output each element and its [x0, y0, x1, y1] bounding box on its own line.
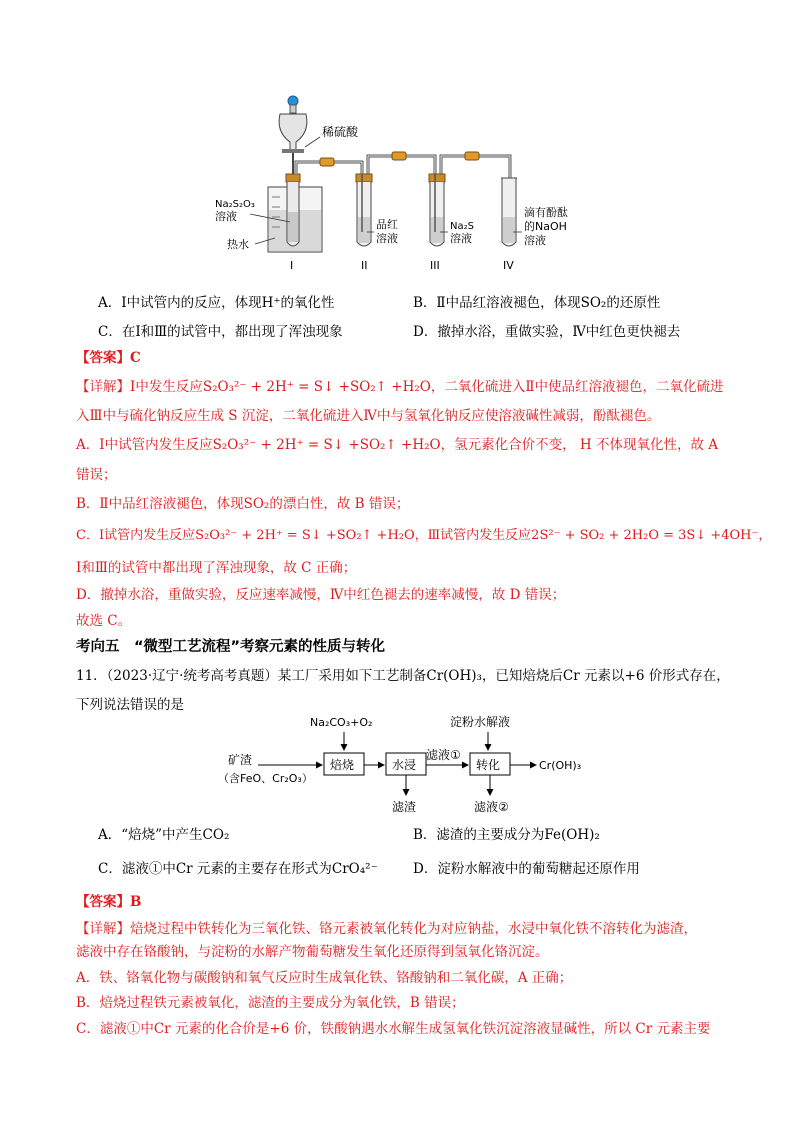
residue-label: 滤渣 — [392, 800, 417, 814]
q10-answer: 【答案】C — [76, 350, 141, 366]
label-III: III — [430, 259, 440, 272]
q10-a-line1: A．Ⅰ中试管内发生反应S₂O₃²⁻ + 2H⁺ = S↓ +SO₂↑ +H₂O，氢元素化合价不变， H 不体现氧化性，故 A — [76, 437, 718, 453]
q10-b-line: B．Ⅱ中品红溶液褪色，体现SO₂的漂白性，故 B 错误； — [76, 496, 410, 512]
box-conversion-label: 转化 — [476, 758, 501, 772]
q11-a-line: A．铁、铬氧化物与碳酸钠和氧气反应时生成氧化铁、铬酸钠和二氧化碳，A 正确； — [76, 970, 573, 986]
label-solution1: 溶液 — [215, 210, 237, 223]
q11-stem-1: 11．（2023·辽宁·统考高考真题）某工厂采用如下工艺制备Cr(OH)₃，已知焙烧后Cr 元素以+6 价形式存在， — [76, 668, 730, 684]
q10-detail-2: 入Ⅲ中与硫化钠反应生成 S 沉淀，二氧化硫进入Ⅳ中与氢氧化钠反应使溶液碱性减弱，酚酞褪色。 — [76, 408, 661, 424]
input-composition: （含FeO、Cr₂O₃） — [218, 772, 313, 785]
q10-c-line2: Ⅰ和Ⅲ的试管中都出现了浑浊现象，故 C 正确； — [76, 560, 357, 576]
q11-option-a: A．“焙烧”中产生CO₂ — [98, 827, 230, 843]
q11-detail-1: 【详解】焙烧过程中铁转化为三氧化铁、铬元素被氧化转化为对应钠盐，水浸中氧化铁不溶转化为滤渣， — [76, 921, 697, 937]
reagent-starch-hydrolysate: 淀粉水解液 — [450, 715, 511, 729]
box-roasting-label: 焙烧 — [330, 758, 355, 772]
label-na2s: Na₂S — [450, 221, 474, 232]
label-IV: IV — [503, 259, 514, 272]
label-hot-water: 热水 — [227, 238, 249, 251]
box-water-leach-label: 水浸 — [392, 758, 417, 772]
output-cr-oh3: Cr(OH)₃ — [539, 759, 582, 772]
q11-c-line: C．滤液①中Cr 元素的化合价是+6 价，铁酸钠遇水水解生成氢氧化铁沉淀溶液显碱性，所以 Cr 元素主要 — [76, 1021, 711, 1037]
q10-option-a: A．Ⅰ中试管内的反应，体现H⁺的氧化性 — [98, 295, 335, 311]
q10-conclusion: 故选 C。 — [76, 613, 132, 629]
q11-b-line: B．焙烧过程铁元素被氧化，滤渣的主要成分为氧化铁，B 错误； — [76, 995, 465, 1011]
input-ore-residue: 矿渣 — [228, 753, 253, 767]
reagent-na2co3-o2: Na₂CO₃+O₂ — [310, 716, 373, 729]
q11-option-b: B．滤渣的主要成分为Fe(OH)₂ — [413, 827, 600, 843]
label-pinhong: 品红 — [376, 218, 398, 231]
filtrate-2-label: 滤液② — [474, 800, 509, 814]
q10-option-c: C．在Ⅰ和Ⅲ的试管中，都出现了浑浊现象 — [98, 324, 343, 340]
label-pinhong-sol: 溶液 — [376, 232, 398, 245]
label-na2s2o3: Na₂S₂O₃ — [215, 199, 255, 210]
label-phenol3: 溶液 — [524, 234, 546, 247]
process-flow-diagram — [218, 712, 638, 816]
separatory-funnel — [279, 114, 307, 152]
q11-option-c: C．滤液①中Cr 元素的主要存在形式为CrO₄²⁻ — [98, 861, 378, 877]
apparatus-diagram — [210, 92, 570, 277]
q10-detail-1: 【详解】Ⅰ中发生反应S₂O₃²⁻ + 2H⁺ = S↓ +SO₂↑ +H₂O，二氧化硫进入Ⅱ中使品红溶液褪色，二氧化硫进 — [76, 379, 724, 395]
section-heading: 考向五 “微型工艺流程”考察元素的性质与转化 — [76, 639, 386, 655]
q10-option-b: B．Ⅱ中品红溶液褪色，体现SO₂的还原性 — [413, 295, 661, 311]
q11-answer: 【答案】B — [76, 894, 142, 910]
label-phenol1: 滴有酚酞 — [524, 206, 568, 219]
label-I: I — [290, 259, 294, 272]
filtrate-1-label: 滤液① — [426, 748, 461, 762]
label-II: II — [361, 259, 368, 272]
q11-detail-2: 滤液中存在铬酸钠，与淀粉的水解产物葡萄糖发生氧化还原得到氢氧化铬沉淀。 — [76, 944, 549, 960]
label-na2s-sol: 溶液 — [450, 232, 472, 245]
q10-c-line1: C．Ⅰ试管内发生反应S₂O₃²⁻ + 2H⁺ = S↓ +SO₂↑ +H₂O，Ⅲ试管内发生反应2S²⁻ + SO₂ + 2H₂O = 3S↓ +4OH⁻， — [76, 528, 772, 543]
q11-stem-2: 下列说法错误的是 — [76, 697, 184, 713]
q10-option-d: D．撤掉水浴，重做实验，Ⅳ中红色更快褪去 — [413, 324, 681, 340]
q10-a-line2: 错误； — [76, 467, 117, 483]
q10-d-line: D．撤掉水浴，重做实验，反应速率减慢，Ⅳ中红色褪去的速率减慢，故 D 错误； — [76, 587, 566, 603]
q11-option-d: D．淀粉水解液中的葡萄糖起还原作用 — [413, 861, 640, 877]
label-phenol2: 的NaOH — [524, 220, 567, 233]
label-acid: 稀硫酸 — [322, 125, 359, 139]
